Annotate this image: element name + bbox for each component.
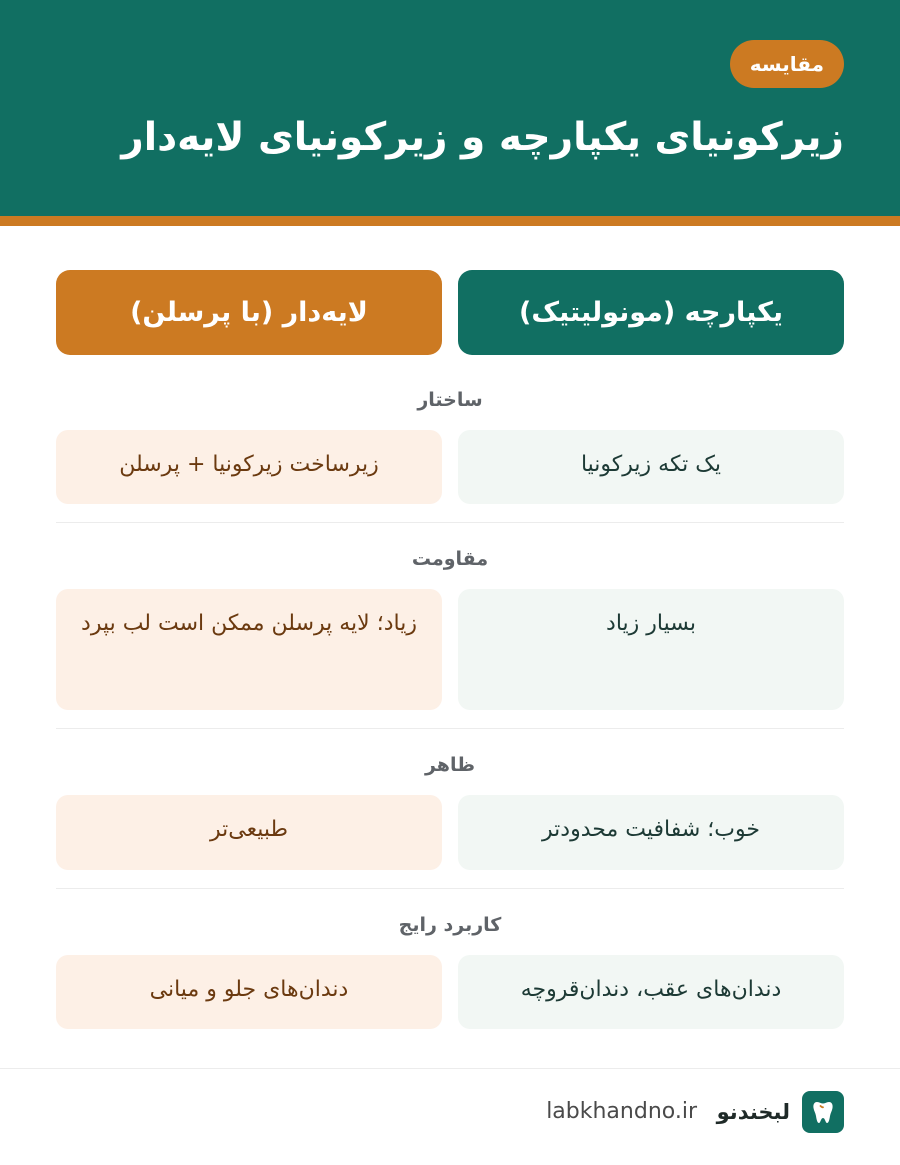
cell-structure-monolithic: یک تکه زیرکونیا [458,430,844,504]
cell-strength-layered: زیاد؛ لایه پرسلن ممکن است لب بپرد [56,589,442,710]
category-badge: مقایسه [730,40,844,88]
row-divider [56,888,844,889]
website-link[interactable]: labkhandno.ir [546,1099,697,1124]
page-title: زیرکونیای یکپارچه و زیرکونیای لایه‌دار [121,115,844,160]
cell-appearance-layered: طبیعی‌تر [56,795,442,870]
row-divider [56,728,844,729]
header-accent-strip [0,216,900,226]
tooth-icon [802,1091,844,1133]
row-divider [56,522,844,523]
row-label-usage: کاربرد رایج [398,914,502,936]
row-label-strength: مقاومت [411,548,489,570]
cell-structure-layered: زیرساخت زیرکونیا + پرسلن [56,430,442,504]
cell-usage-layered: دندان‌های جلو و میانی [56,955,442,1029]
column-header-layered: لایه‌دار (با پرسلن) [56,270,442,355]
footer-divider [0,1068,900,1069]
cell-strength-monolithic: بسیار زیاد [458,589,844,710]
row-label-structure: ساختار [417,389,483,411]
column-header-monolithic: یکپارچه (مونولیتیک) [458,270,844,355]
brand-name: لبخندنو [716,1100,790,1124]
row-label-appearance: ظاهر [424,754,476,776]
cell-appearance-monolithic: خوب؛ شفافیت محدودتر [458,795,844,870]
cell-usage-monolithic: دندان‌های عقب، دندان‌قروچه [458,955,844,1029]
